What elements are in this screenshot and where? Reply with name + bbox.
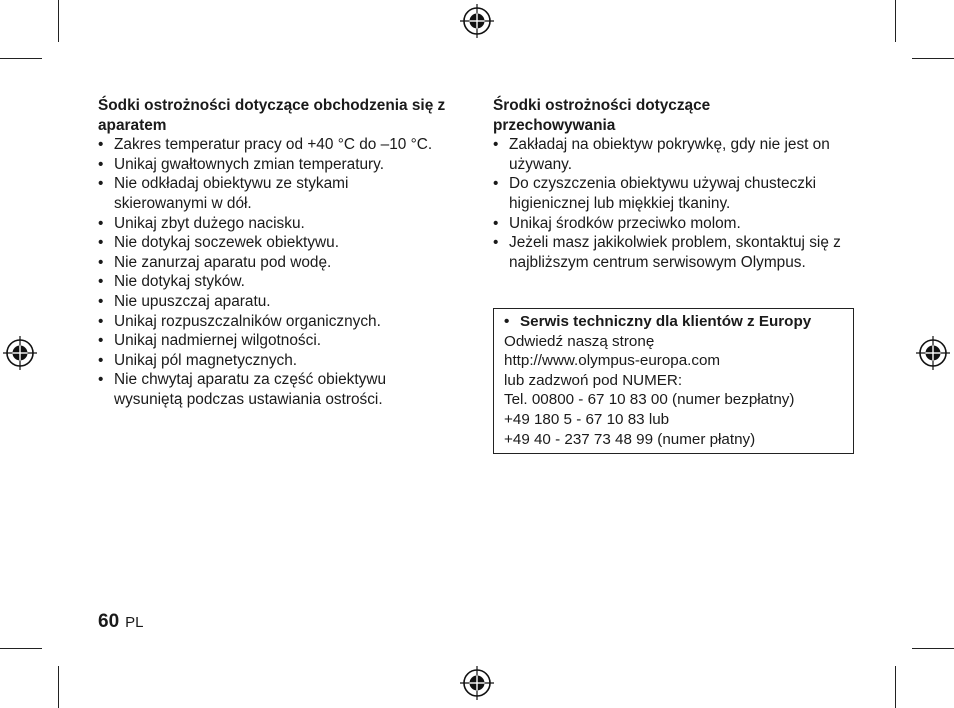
list-item: • Nie dotykaj soczewek obiektywu. xyxy=(98,233,464,253)
storage-precautions-section xyxy=(493,96,855,272)
list-item: • Unikaj środków przeciwko molom. xyxy=(493,214,855,234)
language-code: PL xyxy=(125,614,144,631)
service-heading-text: Serwis techniczny dla klientów z Europy xyxy=(520,313,812,330)
list-item: • Nie dotykaj styków. xyxy=(98,272,464,292)
crop-mark xyxy=(58,0,59,42)
service-phone: +49 40 - 237 73 48 99 (numer płatny) xyxy=(504,430,756,448)
list-item: • Unikaj gwałtownych zmian temperatury. xyxy=(98,155,464,175)
list-item: • Nie chwytaj aparatu za część obiektywu wysuniętą podczas ustawiania ostrości. xyxy=(98,370,464,409)
service-url: http://www.olympus-europa.com xyxy=(504,352,721,370)
list-item: • Unikaj zbyt dużego nacisku. xyxy=(98,214,464,234)
service-phone: Tel. 00800 - 67 10 83 00 (numer bezpłatny) xyxy=(504,391,795,409)
list-item: • Unikaj nadmiernej wilgotności. xyxy=(98,331,464,351)
section-heading: Śodki ostrożności dotyczące obchodzenia się z aparatem xyxy=(98,97,446,134)
list-item: • Do czyszczenia obiektywu używaj chusteczki higienicznej lub miękkiej tkaniny. xyxy=(493,174,855,213)
crop-mark xyxy=(0,58,42,59)
registration-mark-icon xyxy=(460,666,494,700)
list-item: • Nie zanurzaj aparatu pod wodę. xyxy=(98,253,464,273)
list-item: • Jeżeli masz jakikolwiek problem, skontaktuj się z najbliższym centrum serwisowym Olympus. xyxy=(493,233,855,272)
crop-mark xyxy=(895,666,896,708)
service-phone: +49 180 5 - 67 10 83 lub xyxy=(504,410,670,428)
crop-mark xyxy=(0,648,42,649)
list-item: • Nie odkładaj obiektywu ze stykami skierowanymi w dół. xyxy=(98,174,464,213)
crop-mark xyxy=(912,648,954,649)
service-line: lub zadzwoń pod NUMER: xyxy=(504,371,683,389)
list-item: • Unikaj rozpuszczalników organicznych. xyxy=(98,312,464,332)
registration-mark-icon xyxy=(916,336,950,370)
handling-precautions-section xyxy=(98,96,464,410)
page-number: 60 xyxy=(98,611,120,632)
list-item: • Zakres temperatur pracy od +40 °C do –10 °C. xyxy=(98,135,464,155)
bullet: • xyxy=(504,313,510,330)
list-item: • Nie upuszczaj aparatu. xyxy=(98,292,464,312)
list-item: • Unikaj pól magnetycznych. xyxy=(98,351,464,371)
list-item: • Zakładaj na obiektyw pokrywkę, gdy nie jest on używany. xyxy=(493,135,855,174)
section-heading: Środki ostrożności dotyczące przechowywania xyxy=(493,97,711,134)
service-info-box xyxy=(493,308,854,454)
page-footer xyxy=(98,611,144,633)
registration-mark-icon xyxy=(3,336,37,370)
registration-mark-icon xyxy=(460,4,494,38)
service-heading xyxy=(504,312,843,332)
precautions-list xyxy=(493,135,855,272)
precautions-list xyxy=(98,135,464,409)
crop-mark xyxy=(912,58,954,59)
crop-mark xyxy=(895,0,896,42)
crop-mark xyxy=(58,666,59,708)
service-line: Odwiedź naszą stronę xyxy=(504,332,655,350)
